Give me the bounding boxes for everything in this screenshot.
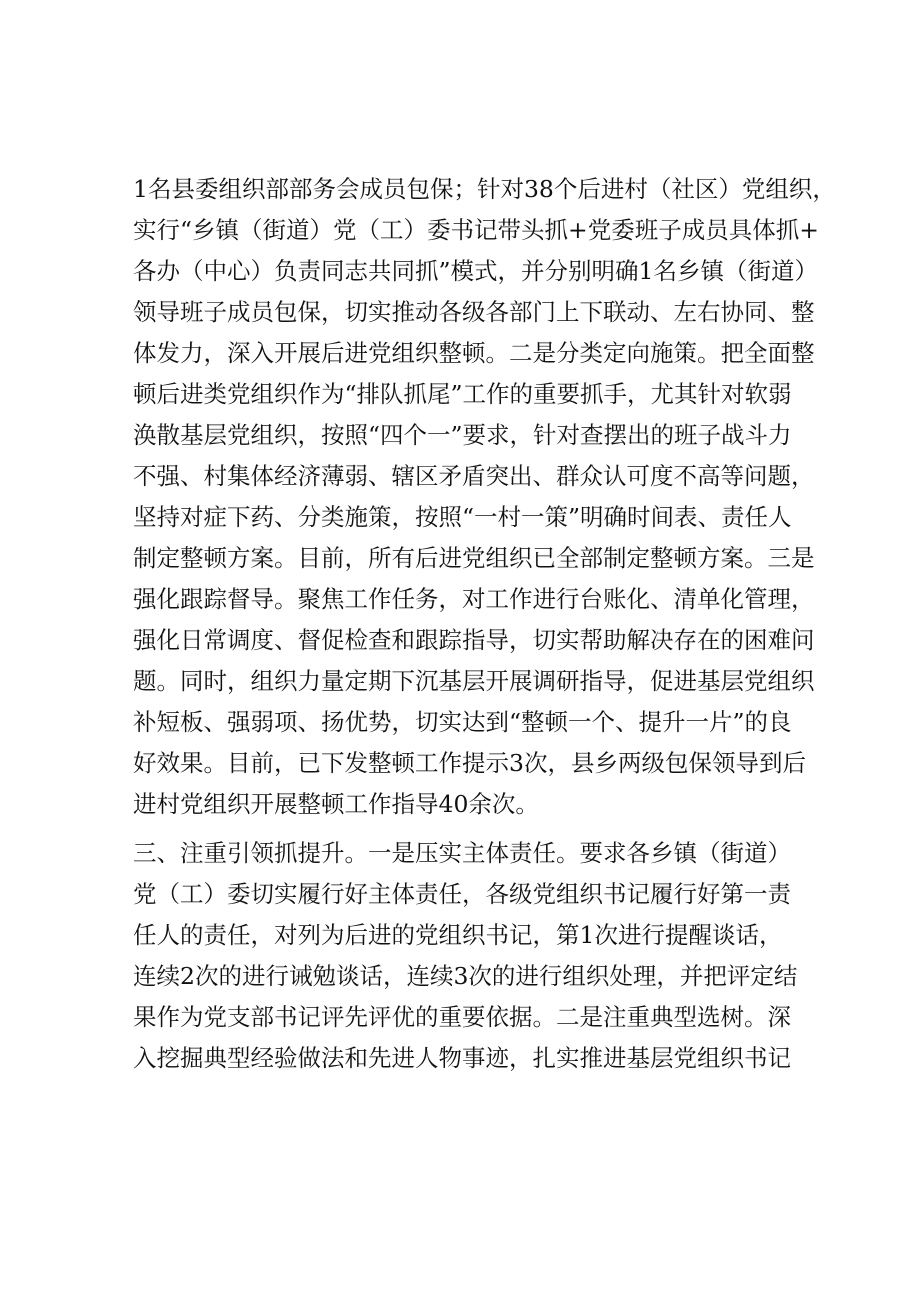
text-line: 强化日常调度、督促检查和跟踪指导，切实帮助解决存在的困难问: [133, 626, 815, 654]
text-line: 坚持对症下药、分类施策，按照“一村一策”明确时间表、责任人: [133, 503, 792, 531]
text-line: 果作为党支部书记评先评优的重要依据。二是注重典型选树。深: [133, 1003, 791, 1031]
text-line: 各办（中心）负责同志共同抓”模式，并分别明确1名乡镇（街道）: [133, 257, 818, 285]
text-line: 顿后进类党组织作为“排队抓尾”工作的重要抓手，尤其针对软弱: [133, 380, 792, 408]
text-line: 入挖掘典型经验做法和先进人物事迹，扎实推进基层党组织书记: [133, 1044, 791, 1072]
text-line: 制定整顿方案。目前，所有后进党组织已全部制定整顿方案。三是: [133, 544, 815, 572]
text-line: 进村党组织开展整顿工作指导40余次。: [133, 790, 539, 818]
text-line: 实行“乡镇（街道）党（工）委书记带头抓+党委班子成员具体抓+: [133, 216, 819, 244]
text-line: 任人的责任，对列为后进的党组织书记，第1次进行提醒谈话，: [133, 921, 783, 949]
text-line: 党（工）委切实履行好主体责任，各级党组织书记履行好第一责: [133, 880, 791, 908]
text-line: 好效果。目前，已下发整顿工作提示3次，县乡两级包保领导到后: [133, 749, 806, 777]
text-line: 涣散基层党组织，按照“四个一”要求，针对查摆出的班子战斗力: [133, 421, 792, 449]
text-line: 三、注重引领抓提升。一是压实主体责任。要求各乡镇（街道）: [133, 839, 791, 867]
text-line: 补短板、强弱项、扬优势，切实达到“整顿一个、提升一片”的良: [133, 708, 792, 736]
text-line: 不强、村集体经济薄弱、辖区矛盾突出、群众认可度不高等问题，: [133, 462, 815, 490]
text-line: 连续2次的进行诫勉谈话，连续3次的进行组织处理，并把评定结: [133, 962, 798, 990]
text-line: 强化跟踪督导。聚焦工作任务，对工作进行台账化、清单化管理，: [133, 585, 815, 613]
text-line: 体发力，深入开展后进党组织整顿。二是分类定向施策。把全面整: [133, 339, 815, 367]
text-line: 题。同时，组织力量定期下沉基层开展调研指导，促进基层党组织: [133, 667, 815, 695]
text-line: 领导班子成员包保，切实推动各级各部门上下联动、左右协同、整: [133, 298, 815, 326]
text-line: 1名县委组织部部务会成员包保；针对38个后进村（社区）党组织，: [133, 175, 836, 203]
